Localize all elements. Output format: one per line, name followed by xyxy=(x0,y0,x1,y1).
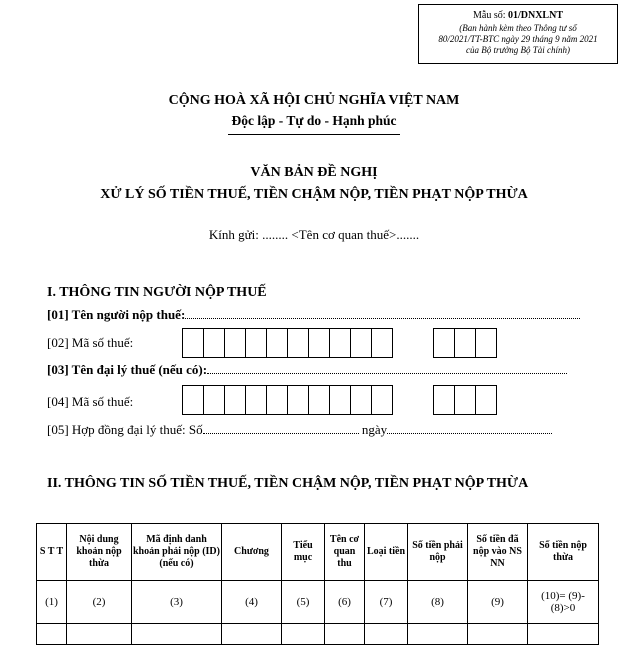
col-number-10: (10)= (9)-(8)>0 xyxy=(528,581,599,624)
table-cell[interactable] xyxy=(282,624,325,645)
col-header-content: Nội dung khoản nộp thừa xyxy=(67,524,132,581)
col-number-3: (3) xyxy=(132,581,222,624)
col-number-4: (4) xyxy=(222,581,282,624)
field-03-label: [03] Tên đại lý thuế (nếu có): xyxy=(47,362,208,377)
contract-number-input[interactable] xyxy=(203,423,359,434)
field-03-row xyxy=(47,362,567,378)
tax-code-boxes[interactable] xyxy=(182,328,392,358)
field-04-label: [04] Mã số thuế: xyxy=(47,394,134,409)
col-header-payable: Số tiền phải nộp xyxy=(408,524,468,581)
col-number-1: (1) xyxy=(37,581,67,624)
field-05-date-label: ngày xyxy=(361,422,388,437)
table-cell[interactable] xyxy=(528,624,599,645)
table-cell[interactable] xyxy=(132,624,222,645)
col-number-2: (2) xyxy=(67,581,132,624)
overpaid-tax-table xyxy=(36,523,599,645)
col-header-stt: S T T xyxy=(37,524,67,581)
table-cell[interactable] xyxy=(468,624,528,645)
contract-date-input[interactable] xyxy=(387,423,552,434)
table-cell[interactable] xyxy=(325,624,365,645)
col-header-agency: Tên cơ quan thu xyxy=(325,524,365,581)
table-cell[interactable] xyxy=(67,624,132,645)
agent-tax-code-boxes[interactable] xyxy=(182,385,392,415)
motto-underline xyxy=(228,134,400,135)
table-cell[interactable] xyxy=(365,624,408,645)
col-header-id: Mã định danh khoản phải nộp (ID) (nếu có) xyxy=(132,524,222,581)
table-cell[interactable] xyxy=(37,624,67,645)
form-note-line-1: (Ban hành kèm theo Thông tư số xyxy=(459,23,577,33)
form-code-box xyxy=(418,4,618,64)
table-number-row xyxy=(37,581,599,624)
field-03-input[interactable] xyxy=(207,363,567,374)
col-number-5: (5) xyxy=(282,581,325,624)
table-cell[interactable] xyxy=(408,624,468,645)
col-header-overpaid: Số tiền nộp thừa xyxy=(528,524,599,581)
field-02-label: [02] Mã số thuế: xyxy=(47,335,134,350)
table-row[interactable] xyxy=(37,624,599,645)
col-number-7: (7) xyxy=(365,581,408,624)
field-01-row xyxy=(47,307,580,323)
field-01-label: [01] Tên người nộp thuế: xyxy=(47,307,186,322)
form-code: Mẫu số: 01/DNXLNT xyxy=(472,10,563,21)
document-subtitle: XỬ LÝ SỐ TIỀN THUẾ, TIỀN CHẬM NỘP, TIỀN PHẠT NỘP THỪA xyxy=(100,187,528,202)
nation-title: CỘNG HOÀ XÃ HỘI CHỦ NGHĨA VIỆT NAM xyxy=(168,93,460,108)
col-number-6: (6) xyxy=(325,581,365,624)
form-note-line-3: của Bộ trưởng Bộ Tài chính) xyxy=(466,45,570,55)
col-header-subsection: Tiểu mục xyxy=(282,524,325,581)
motto: Độc lập - Tự do - Hạnh phúc xyxy=(231,113,397,128)
col-number-8: (8) xyxy=(408,581,468,624)
section-1-heading: I. THÔNG TIN NGƯỜI NỘP THUẾ xyxy=(47,285,267,300)
document-title: VĂN BẢN ĐỀ NGHỊ xyxy=(250,165,378,180)
form-note-line-2: 80/2021/TT-BTC ngày 29 tháng 9 năm 2021 xyxy=(438,34,598,44)
section-2-heading: II. THÔNG TIN SỐ TIỀN THUẾ, TIỀN CHẬM NỘP, TIỀN PHẠT NỘP THỪA xyxy=(47,476,529,491)
recipient-line: Kính gửi: ........ <Tên cơ quan thuế>....... xyxy=(208,227,420,242)
field-01-input[interactable] xyxy=(185,308,580,319)
col-header-paid: Số tiền đã nộp vào NS NN xyxy=(468,524,528,581)
table-cell[interactable] xyxy=(222,624,282,645)
field-05-row xyxy=(47,422,552,438)
tax-code-suffix-boxes[interactable] xyxy=(433,328,496,358)
table-header-row xyxy=(37,524,599,581)
col-header-currency: Loại tiền xyxy=(365,524,408,581)
col-number-9: (9) xyxy=(468,581,528,624)
col-header-chapter: Chương xyxy=(222,524,282,581)
field-05-label: [05] Hợp đồng đại lý thuế: Số xyxy=(47,422,203,437)
agent-tax-code-suffix-boxes[interactable] xyxy=(433,385,496,415)
